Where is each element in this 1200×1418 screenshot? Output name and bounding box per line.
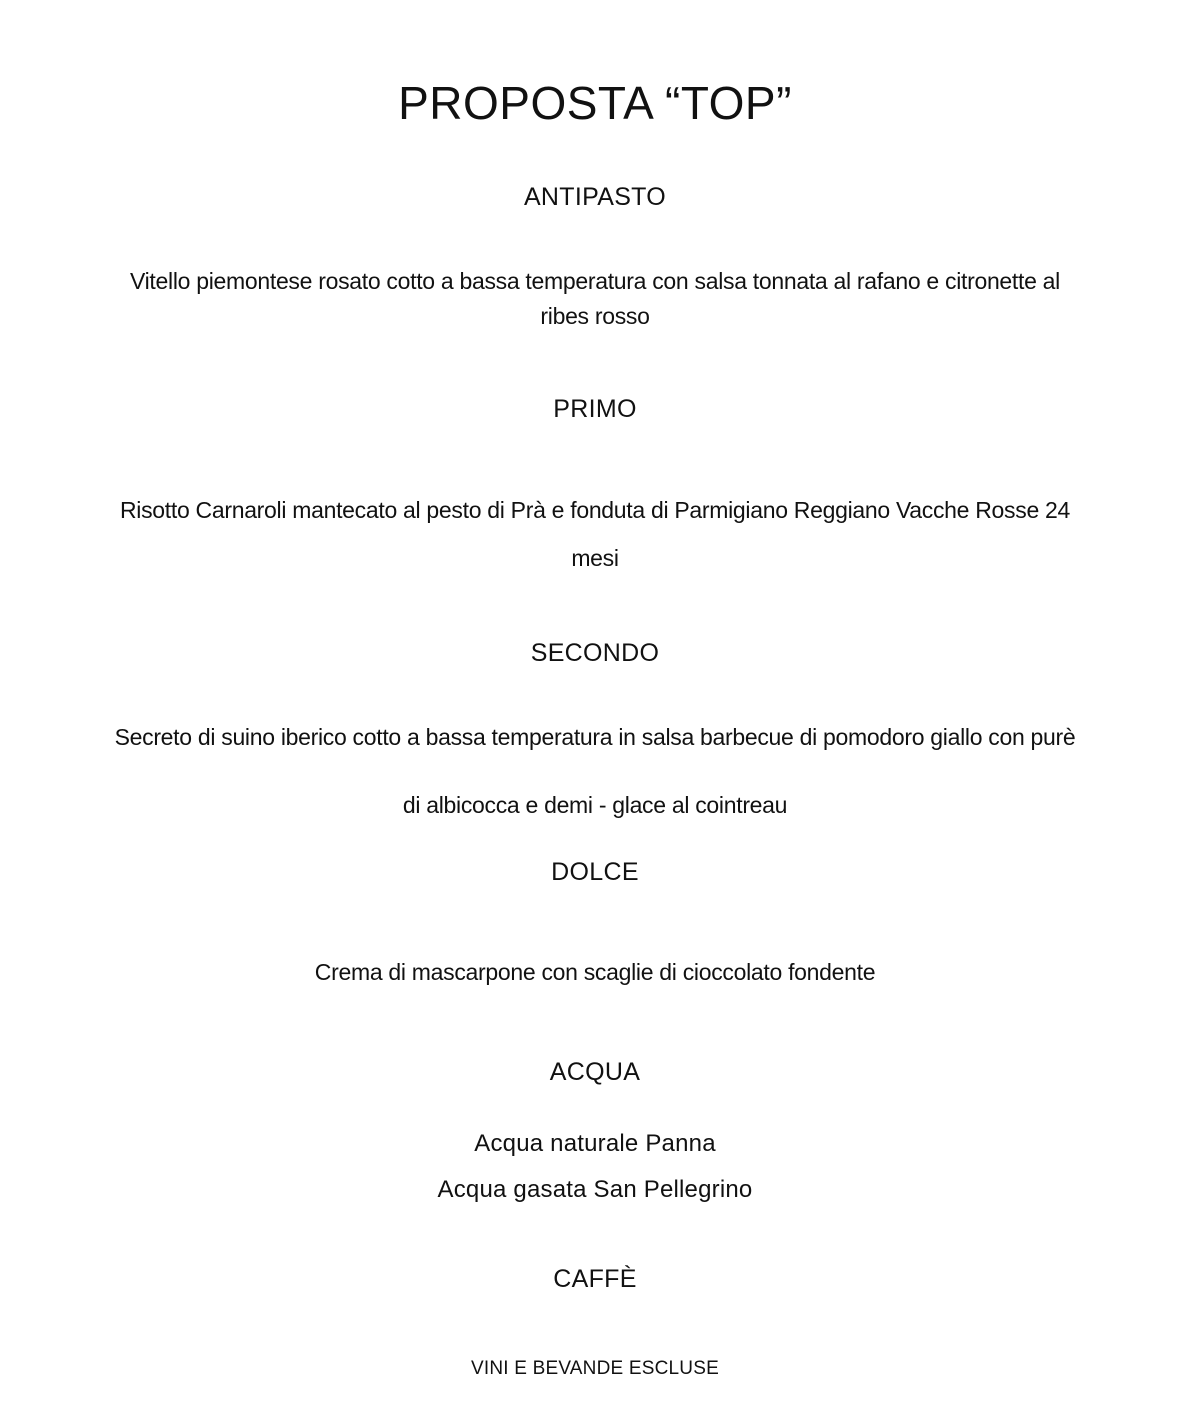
antipasto-description-line-1: Vitello piemontese rosato cotto a bassa temperatura con salsa tonnata al rafano e citronette al [130, 268, 1060, 294]
section-heading-secondo: SECONDO [530, 639, 660, 667]
footer-note: VINI E BEVANDE ESCLUSE [471, 1358, 719, 1379]
section-heading-primo: PRIMO [553, 395, 637, 423]
section-heading-acqua: ACQUA [549, 1058, 641, 1086]
section-heading-antipasto: ANTIPASTO [523, 183, 667, 211]
primo-description-line-2: mesi [571, 545, 619, 571]
acqua-item-naturale: Acqua naturale Panna [474, 1130, 716, 1157]
section-heading-caffe: CAFFÈ [553, 1265, 637, 1293]
page-title: PROPOSTA “TOP” [398, 77, 792, 129]
section-heading-dolce: DOLCE [551, 858, 639, 886]
antipasto-description-line-2: ribes rosso [540, 303, 650, 329]
primo-description-line-1: Risotto Carnaroli mantecato al pesto di Prà e fonduta di Parmigiano Reggiano Vacche Rosse 24 [119, 497, 1071, 523]
acqua-item-gasata: Acqua gasata San Pellegrino [437, 1176, 753, 1203]
secondo-description-line-1: Secreto di suino iberico cotto a bassa temperatura in salsa barbecue di pomodoro giallo con purè [114, 724, 1076, 750]
secondo-description-line-2: di albicocca e demi - glace al cointreau [402, 792, 788, 818]
dolce-description: Crema di mascarpone con scaglie di cioccolato fondente [314, 959, 876, 985]
